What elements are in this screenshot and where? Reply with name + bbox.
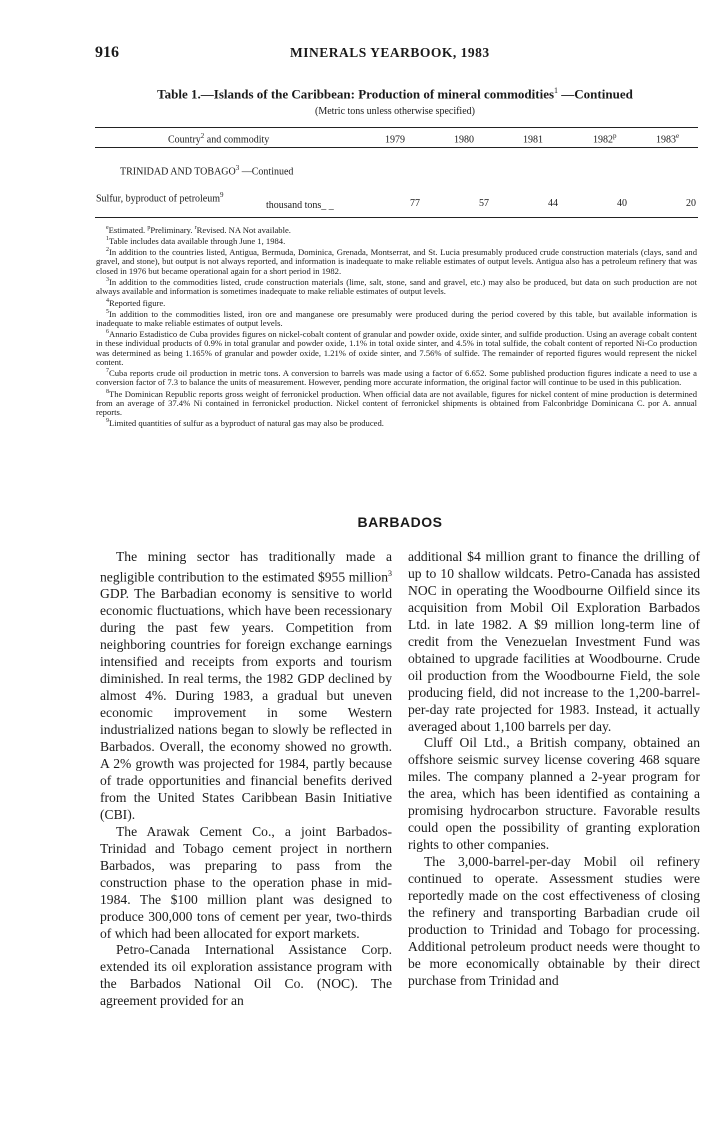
column-header-year: 1983e — [656, 132, 680, 146]
column-header-country-suffix: and commodity — [204, 134, 270, 146]
table-title-text: Table 1.—Islands of the Caribbean: Production of mineral commodities — [157, 86, 555, 102]
column-header-year: 1979 — [385, 134, 405, 146]
page-number: 916 — [95, 44, 119, 61]
footnote: $^9$Limited quantities of sulfur as a byproduct of natural gas may also be produced. — [106, 418, 384, 429]
column-header-year: 1982$^p$ — [593, 132, 617, 146]
commodity-footnote-mark: 9 — [220, 191, 224, 199]
footnote: $^3$In addition to the commodities listed, crude construction materials (lime, salt, stone, sand and gravel, etc.) may also be produced, but data on such production are not always available and information is sometimes inadequate to make reliable estimates of output levels. — [96, 276, 697, 297]
table-commodity-label: Sulfur, byproduct of petroleum$^9$ — [96, 191, 224, 205]
table-cell: 20 — [686, 198, 696, 209]
paragraph: The 3,000-barrel-per-day Mobil oil refinery continued to operate. Assessment studies were reportedly made on the cost effectiveness of closing the refinery and transporting Barbadian crude oil production to Trinidad and Tobago for processing. Additional petroleum product needs were thought to be more economically obtainable by their direct purchase from Trinidad and — [408, 854, 700, 988]
body-column-right — [408, 549, 700, 990]
footnote: $^2$In addition to the countries listed, Antigua, Bermuda, Dominica, Grenada, Montserrat, and St. Lucia presumably produced crude construction materials (clays, sand and gravel, and stone), but output is not always reported, and information is inadequate to make reliable estimates of output levels. Antigua also has a petroleum refinery that was closed in 1976 but became operational again for a short period in 1982. — [96, 247, 697, 276]
table-title-suffix: —Continued — [558, 86, 633, 102]
paragraph: Cluff Oil Ltd., a British company, obtained an offshore seismic survey license covering 468 square miles. The company planned a 2-year program for the area, which has been identified as containing a promising hydrocarbon structure. Favorable results could open the possibility of granting exploration rights to other companies. — [408, 735, 700, 853]
table-title-footnote-mark: 1 — [554, 86, 559, 95]
footnote: $^e$Estimated. $^p$Preliminary. $^r$Revised. NA Not available. — [106, 224, 291, 235]
country-name: TRINIDAD AND TOBAGO — [120, 166, 236, 178]
table-country-row — [120, 164, 293, 177]
column-header-year: 1981 — [523, 134, 543, 146]
country-suffix: —Continued — [239, 166, 294, 178]
running-title: MINERALS YEARBOOK, 1983 — [290, 45, 490, 60]
table-cell: 44 — [548, 198, 558, 209]
paragraph: additional $4 million grant to finance the drilling of up to 10 shallow wildcats. Petro-Canada has assisted NOC in operating the Woodbourne Oilfield since its acquisition from Mobil Oil Exploration Barbados Ltd. in late 1982. A $9 million long-term line of credit from the Venezuelan Investment Fund was obtained to upgrade facilities at Woodbourne. Crude oil production from the Woodbourne Field, the sole producing field, did not increase to the 1,200-barrel-per-day rate projected for 1983. Instead, it actually averaged about 1,100 barrels per day. — [408, 549, 700, 734]
footnote: $^6$Annario Estadistico de Cuba provides figures on nickel-cobalt content of granular and powder oxide, oxide sinter, and sulfide production. Using an average cobalt content in these individual products of 0.9% in total granular and powder oxide, 1.1% in total oxide sinter, and 4.5% in total sulfide, the cobalt content of reported Ni-Co production was determined as being 1.165% of granular and powder oxide, 1.21% of oxide sinter, and 7.56% of sulfide. The remainder of reported figures would represent the nickel content. — [96, 328, 697, 367]
column-header-country-label: Country — [168, 134, 201, 146]
table-cell: 77 — [410, 198, 420, 209]
table-unit-label: thousand tons_ _ — [266, 200, 334, 211]
footnote: $^4$Reported figure. — [106, 297, 166, 308]
table-cell: 57 — [479, 198, 489, 209]
table-subtitle: (Metric tons unless otherwise specified) — [315, 106, 475, 117]
footnote-ref: 3 — [388, 568, 392, 578]
table-header-rule — [95, 147, 698, 148]
body-column-left — [100, 549, 392, 1010]
column-header-year: 1980 — [454, 134, 474, 146]
country-footnote-mark: 3 — [235, 164, 240, 172]
table-cell: 40 — [617, 198, 627, 209]
table-footnotes — [96, 224, 697, 429]
table-title — [95, 86, 695, 102]
paragraph: The mining sector has traditionally made a negligible contribution to the estimated $955 million$^3$ GDP. The Barbadian economy is sensitive to world economic fluctuations, which have been recessionary during the past few years. Competition from neighboring countries for foreign exchange earnings intensified and receipts from exports and tourism diminished. In real terms, the 1982 GDP declined by almost 4%. During 1983, a gradual but uneven economic improvement in some Western industrialized nations began to slowly be reflected in Barbados. Overall, the economy showed no growth. A 2% growth was projected for 1984, partly because of trade opportunities and financial benefits derived from the United States Caribbean Basin Initiative (CBI). — [100, 549, 392, 822]
paragraph: Petro-Canada International Assistance Corp. extended its oil exploration assistance program with the Barbados National Oil Co. (NOC). The agreement provided for an — [100, 942, 392, 1009]
paragraph: The Arawak Cement Co., a joint Barbados-Trinidad and Tobago cement project in northern Barbados, was preparing to pass from the construction phase to the operation phase in mid-1984. The $100 million plant was designed to produce 300,000 tons of cement per year, two-thirds of which had been allocated for export markets. — [100, 823, 392, 941]
footnote: $^1$Table includes data available through June 1, 1984. — [106, 236, 286, 247]
table-bottom-rule — [95, 217, 698, 218]
page-header — [95, 44, 692, 64]
column-header-country — [168, 132, 269, 145]
table-top-rule — [95, 127, 698, 128]
footnote: $^8$The Dominican Republic reports gross weight of ferronickel production. When official data are not available, figures for nickel content of mine production is determined from an average of 37.4% Ni contained in ferronickel production. Nickel content of ferronickel shipments is obtained from Falconbridge Dominicana C. por A. annual reports. — [96, 388, 697, 418]
footnote: $^5$In addition to the commodities listed, iron ore and manganese ore presumably were produced during the period covered by this table, but available information is inadequate to make reliable estimates of output levels. — [96, 308, 697, 328]
column-header-country-mark: 2 — [200, 132, 205, 140]
section-heading: BARBADOS — [357, 514, 443, 530]
footnote: $^7$Cuba reports crude oil production in metric tons. A conversion to barrels was made using a factor of 6.652. Some published production figures indicate a need to use a conversion factor of 7.3 to balance the units of measurement. However, pending more accurate information, the original factor will continue to be used in this publication. — [96, 368, 697, 388]
